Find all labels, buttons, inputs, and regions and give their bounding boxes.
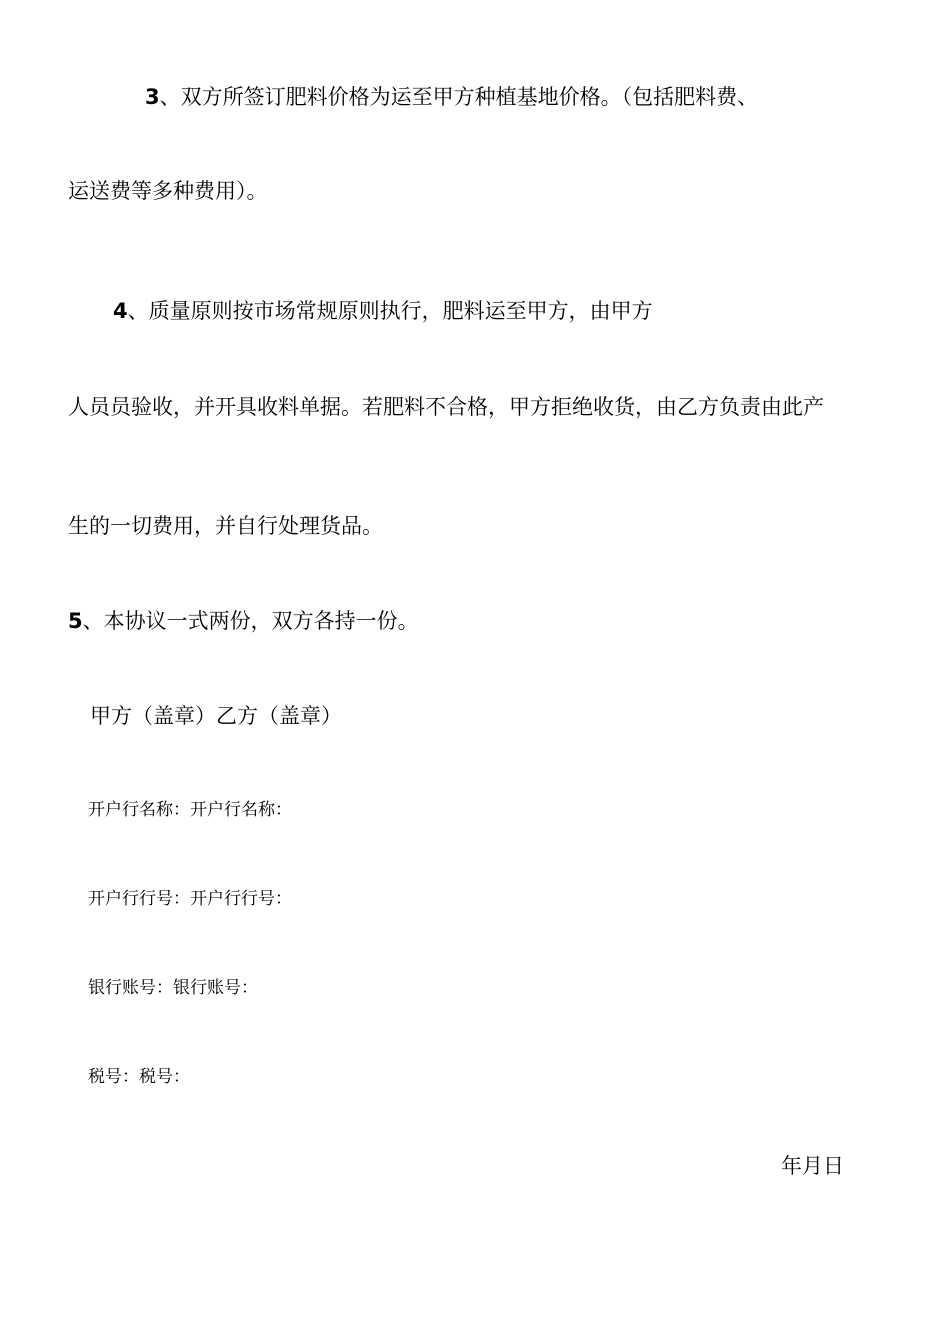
clause-3-number: 3: [145, 85, 160, 109]
clause-4-line-3: [68, 513, 383, 539]
clause-4-text-2: 人员员验收，并开具收料单据。若肥料不合格，甲方拒绝收货，由乙方负责由此产: [68, 395, 824, 419]
signature-date: 年月日: [781, 1154, 844, 1178]
clause-5-number: 5: [68, 609, 83, 633]
bank-account-row: 银行账号：银行账号：: [88, 978, 258, 998]
bank-name-row: 开户行名称：开户行名称：: [88, 800, 292, 820]
clause-3-line-1: [145, 84, 758, 110]
clause-3-text-1: 、双方所签订肥料价格为运至甲方种植基地价格。（包括肥料费、: [159, 85, 759, 109]
bank-code-row: 开户行行号：开户行行号：: [88, 889, 292, 909]
clause-4-line-2: [68, 394, 824, 420]
clause-5-text-1: 、本协议一式两份，双方各持一份。: [82, 609, 419, 633]
clause-4-text-3: 生的一切费用，并自行处理货品。: [68, 514, 383, 538]
signature-parties: 甲方（盖章）乙方（盖章）: [90, 704, 342, 728]
tax-id-row: 税号：税号：: [88, 1067, 190, 1087]
clause-4-line-1: [113, 298, 653, 324]
clause-4-number: 4: [113, 299, 128, 323]
clause-3-line-2: [68, 178, 268, 204]
clause-4-text-1: 、质量原则按市场常规原则执行，肥料运至甲方，由甲方: [127, 299, 653, 323]
clause-3-text-2: 运送费等多种费用）。: [68, 179, 268, 203]
clause-5-line-1: [68, 608, 419, 634]
